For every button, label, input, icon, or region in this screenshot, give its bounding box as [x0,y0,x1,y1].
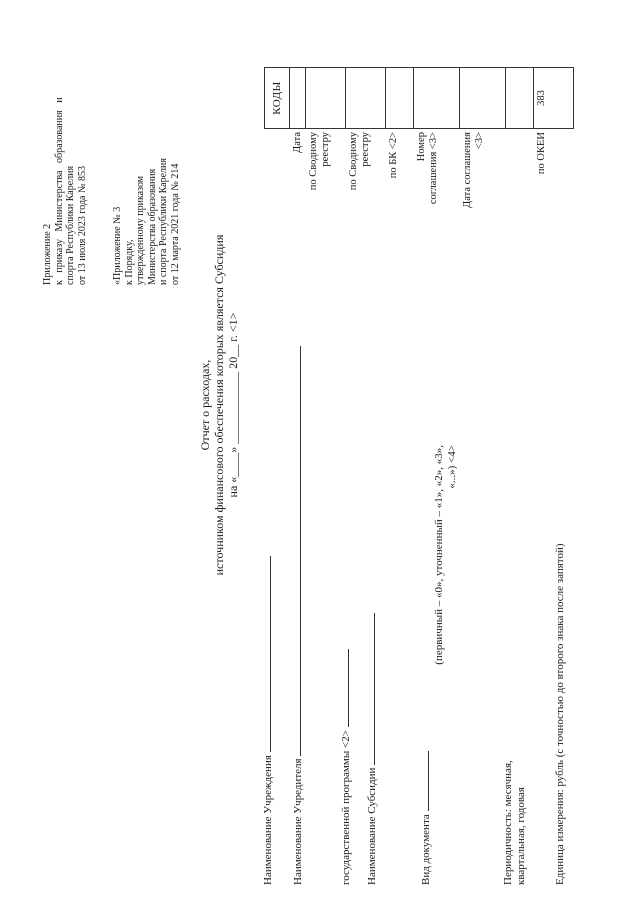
report-title [198,205,240,605]
appendix-3-header [112,158,181,285]
codes-row-label: по ОКЕИ [534,129,574,216]
doc-type-hint-line1: (первичный – «0», уточненный – «1», «2», «3», [433,445,445,665]
codes-row-label: Дата соглашения <3> [460,129,506,216]
codes-row-registry [306,68,346,216]
appendix-3-line: утвержденному приказом [135,175,146,285]
subsidy-label: Наименование Субсидии [366,767,378,885]
unit-row [554,543,567,885]
report-title-date: на «____» ____________ 20__ г. <1> [226,312,240,498]
codes-row-value[interactable] [306,68,346,129]
appendix-3-line: от 12 марта 2021 года № 214 [169,163,181,285]
founder-label: Наименование Учредителя [292,758,304,885]
report-title-line2: источником финансового обеспечения которых является Субсидия [212,234,226,576]
codes-header: КОДЫ [265,68,290,129]
codes-row-agreement-number [414,68,460,216]
codes-row-okei [534,68,574,216]
report-title-line1: Отчет о расходах, [198,359,212,451]
institution-row [262,556,275,885]
subsidy-row [366,613,379,885]
doc-type-hint [433,445,459,755]
periodicity-line1: Периодичность: месячная, [502,760,514,885]
subsidy-input-line[interactable] [374,613,375,765]
appendix-2-header [42,97,88,285]
codes-row-registry-2 [346,68,386,216]
appendix-3-line: Министерства образования [146,168,158,285]
codes-row-agreement-date [460,68,506,216]
codes-row-label: по Сводному реестру [346,129,386,216]
codes-table [264,67,574,215]
codes-row-label: по Сводному реестру [306,129,346,216]
program-row [340,649,353,885]
institution-label: Наименование Учреждения [262,755,274,885]
appendix-2-line: от 13 июля 2023 года № 853 [76,165,88,285]
codes-row-label: Дата [290,129,306,216]
appendix-3-line: «Приложение № 3 [112,206,123,285]
codes-row-label: Номер соглашения <3> [414,129,460,216]
appendix-2-line: Приложение 2 [42,223,53,285]
codes-row-date [290,68,306,216]
codes-row-value[interactable] [290,68,306,129]
codes-row-value[interactable] [414,68,460,129]
codes-row-value[interactable] [386,68,414,129]
doc-type-row [420,751,433,885]
codes-row-value[interactable] [460,68,506,129]
doc-type-label: Вид документа [420,814,432,885]
codes-row-value[interactable]: 383 [534,68,574,129]
appendix-3-line: и спорта Республики Карелия [158,158,169,285]
unit-label: Единица измерения: рубль (с точностью до второго знака после запятой) [554,543,566,885]
appendix-3-line: к Порядку, [123,239,135,285]
codes-row-bk [386,68,414,216]
periodicity-block [502,760,528,885]
codes-row-empty [506,68,534,216]
periodicity-line2: квартальная, годовая [515,787,527,885]
appendix-2-line: спорта Республики Карелия [65,165,76,285]
doc-type-input-line[interactable] [428,751,429,811]
codes-row-value[interactable] [506,68,534,129]
codes-table-header-row [265,68,290,216]
doc-type-hint-line2: «...») <4> [446,445,458,489]
codes-row-label [506,129,534,216]
codes-row-value[interactable] [346,68,386,129]
codes-row-label: по БК <2> [386,129,414,216]
founder-row [292,346,305,885]
founder-input-line[interactable] [300,346,301,756]
program-input-line[interactable] [348,649,349,727]
program-label: государственной программы <2> [340,730,352,885]
appendix-2-line: к приказу Министерства образования и [53,97,65,285]
institution-input-line[interactable] [270,556,271,752]
